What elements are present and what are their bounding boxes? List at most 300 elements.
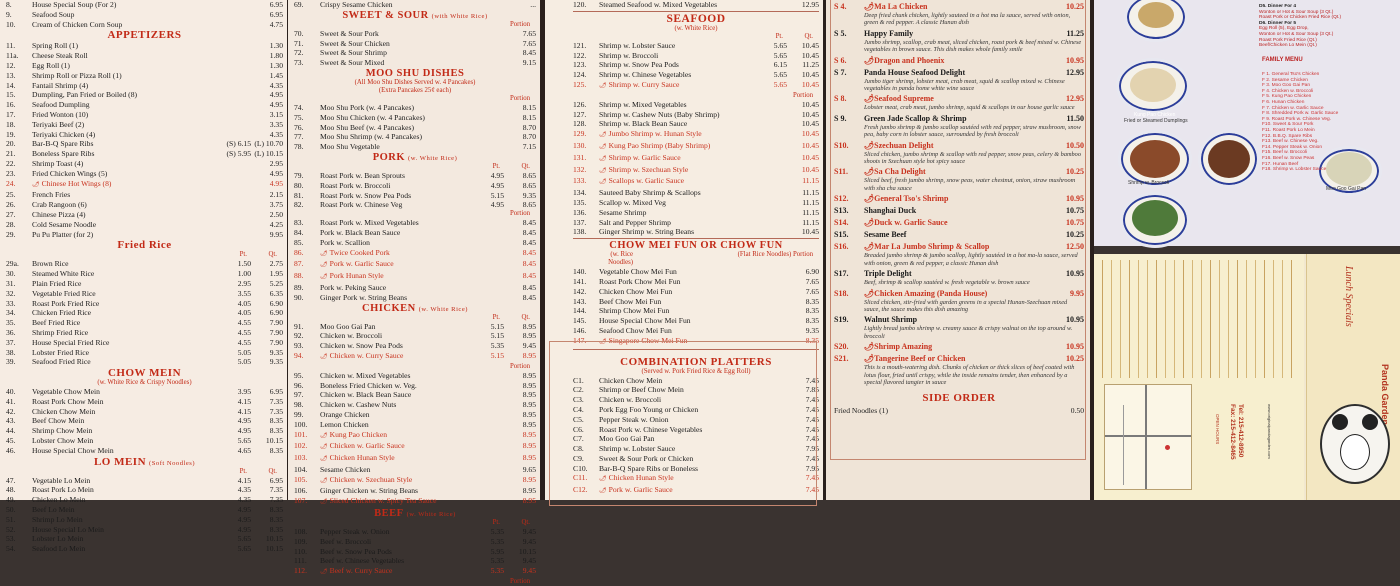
item-price-quart: 11.15 <box>802 197 819 207</box>
hot-spicy-icon: 🌶 <box>320 353 328 360</box>
lunch-list-line <box>1111 260 1112 378</box>
item-number: 12. <box>6 60 16 70</box>
item-name <box>599 176 757 188</box>
menu-item-row <box>294 475 536 487</box>
website: www.originalpandagarden.com <box>1267 404 1272 459</box>
hot-spicy-icon: 🌶 <box>599 155 607 162</box>
section-title-text: CHICKEN (w. White Rice) <box>362 302 468 314</box>
item-number: 31. <box>6 278 16 288</box>
item-name-text: Beef w. Snow Pea Pods <box>320 546 392 556</box>
item-price: 10.95 <box>1066 342 1084 352</box>
item-price: 12.95 <box>1066 67 1084 77</box>
item-price: 11.25 <box>1066 28 1084 38</box>
menu-item-row <box>573 198 819 208</box>
item-name-text: Roast Pork w. Mixed Vegetables <box>320 218 419 228</box>
item-name-text: General Tso's Shrimp <box>874 194 949 204</box>
item-price-quart: 8.35 <box>269 514 283 524</box>
item-name <box>320 496 474 508</box>
hot-spicy-icon: 🌶 <box>864 194 875 204</box>
item-name <box>320 293 474 303</box>
family-dinner-line: Beef/Chicken Lo Mein (Qt.) <box>1259 43 1317 49</box>
item-price-pint: 5.15 <box>490 350 504 360</box>
item-price-quart: 4.95 <box>269 100 283 110</box>
menu-item-row <box>294 556 536 566</box>
item-name-text: Fried Chicken Wings (5) <box>32 168 108 178</box>
item-price-quart: 1.80 <box>269 51 283 61</box>
hot-spicy-icon: 🌶 <box>599 488 607 495</box>
section-title-text: PORK (w. White Rice) <box>372 151 458 163</box>
hot-spicy-icon: 🌶 <box>599 476 607 483</box>
section-title-text: CHOW MEIN <box>107 367 182 380</box>
item-name <box>32 279 221 289</box>
item-name-text: Sliced Chicken w. Spicy Tea Sauce <box>329 496 437 506</box>
item-number: 69. <box>294 0 304 9</box>
item-name-text: Kung Pao Shrimp (Baby Shrimp) <box>608 140 711 150</box>
price-column-header <box>294 578 536 586</box>
item-number: S12. <box>834 194 849 204</box>
item-price-quart: 2.75 <box>269 259 283 269</box>
menu-item-row <box>6 426 283 436</box>
item-price-pint: 4.95 <box>237 514 251 524</box>
item-name-text: Shrimp w. Chinese Vegetables <box>599 70 692 80</box>
menu-item-row <box>294 547 536 557</box>
item-price-quart: 7.45 <box>805 453 819 463</box>
item-name-text: Sweet & Sour Shrimp <box>320 48 387 58</box>
item-price-pint: (S) 6.15 <box>226 139 251 149</box>
family-menu-item: F15. Beef w. Broccoli <box>1262 150 1308 156</box>
item-number: 107. <box>294 496 308 506</box>
item-name <box>32 130 221 140</box>
item-price-pint: 5.05 <box>237 347 251 357</box>
hot-spicy-icon: 🌶 <box>864 140 875 150</box>
family-menu-item: F13. Beef w. Chinese Veg. <box>1262 139 1319 145</box>
item-name-text: Dumpling, Pan Fried or Boiled (8) <box>32 90 138 100</box>
item-name-text: Shrimp w. Cashew Nuts (Baby Shrimp) <box>599 109 720 119</box>
item-price-pint: 4.15 <box>237 396 251 406</box>
item-price-quart: 8.95 <box>522 380 536 390</box>
item-price-pint: 6.15 <box>773 60 787 70</box>
item-name-text: Dragon and Phoenix <box>874 55 945 65</box>
menu-item-row <box>573 153 819 165</box>
menu-item-row <box>6 397 283 407</box>
menu-item-row <box>294 496 536 508</box>
hot-spicy-icon: 🌶 <box>32 181 40 188</box>
price-header-label: Portion <box>509 578 530 586</box>
item-price-quart: 8.95 <box>522 486 536 496</box>
item-name-text: Walnut Shrimp <box>864 315 918 325</box>
item-price-pint: 4.95 <box>237 505 251 515</box>
item-name-text: Chicken w. Broccoli <box>320 331 383 341</box>
item-number: 127. <box>573 109 587 119</box>
lunch-list-line <box>1174 260 1175 378</box>
item-number: 124. <box>573 70 587 80</box>
item-price-quart: 10.45 <box>801 50 819 60</box>
price-header-label: Portion <box>509 94 530 102</box>
item-price-quart: 7.65 <box>805 286 819 296</box>
item-number: 46. <box>6 445 16 455</box>
menu-panel-pork-chicken-beef <box>288 0 540 586</box>
price-header-label: Portion <box>509 210 530 218</box>
item-name-text: Cream of Chicken Corn Soup <box>32 19 123 29</box>
menu-item-row <box>294 200 536 210</box>
lunch-list-line <box>1219 260 1220 378</box>
item-number: 91. <box>294 321 304 331</box>
item-name <box>599 153 757 165</box>
menu-item-row <box>6 544 283 554</box>
item-number: 42. <box>6 406 16 416</box>
item-name-text: Panda House Seafood Delight <box>864 67 966 77</box>
item-name-text: Seafood Fried Rice <box>32 357 91 367</box>
item-price-quart: 7.45 <box>805 424 819 434</box>
item-number: 81. <box>294 190 304 200</box>
item-name-text: Duck w. Garlic Sauce <box>874 218 948 228</box>
item-name <box>32 544 221 554</box>
family-dinner-line: Wonton or Hot & Sour Soup (3 Qt.) <box>1259 31 1334 37</box>
item-name <box>320 410 474 420</box>
item-name-text: Roast Pork w. Snow Pea Pods <box>320 190 412 200</box>
lunch-list-line <box>1201 260 1202 378</box>
section-subtitle: (w. White Rice) <box>408 154 458 162</box>
item-name-text: Pepper Steak w. Onion <box>320 527 390 537</box>
item-name <box>32 446 221 456</box>
item-number: C8. <box>573 444 584 454</box>
item-name-text: Sa Cha Delight <box>874 167 926 177</box>
price-header-label: Pt. <box>492 162 500 170</box>
item-price-quart: 8.15 <box>522 112 536 122</box>
menu-item-row <box>573 208 819 218</box>
menu-item-row <box>294 453 536 465</box>
item-name-text: Roast Pork w. Chinese Veg <box>320 200 403 210</box>
family-menu-item: F 6. Hunan Chicken <box>1262 99 1305 105</box>
item-price: 12.50 <box>1066 242 1084 252</box>
hot-spicy-icon: 🌶 <box>599 143 607 150</box>
item-name-text: Scallops w. Garlic Sauce <box>608 176 685 186</box>
item-number: 23. <box>6 168 16 178</box>
item-price-pint: 3.95 <box>237 387 251 397</box>
photo-caption: Moo Goo Gai Pan <box>1326 186 1367 192</box>
item-price-quart: 10.45 <box>801 140 819 150</box>
family-menu-item: F10. Sweet & Sour Pork <box>1262 122 1314 128</box>
menu-item-row <box>6 220 283 230</box>
item-price-quart: 6.35 <box>269 288 283 298</box>
item-name-text: Spring Roll (1) <box>32 41 78 51</box>
lunch-list-line <box>1102 260 1103 378</box>
fax-number: Fax: 215-412-8465 <box>1229 404 1236 460</box>
item-number: 141. <box>573 276 587 286</box>
item-name <box>32 100 221 110</box>
lunch-list-line <box>1120 260 1121 378</box>
item-name <box>32 51 221 61</box>
item-name <box>320 341 474 351</box>
item-name-text: Shrimp Amazing <box>874 342 933 352</box>
item-number: 49. <box>6 495 16 505</box>
menu-item-row <box>573 80 819 92</box>
menu-item-row <box>6 515 283 525</box>
specials-box-border <box>830 0 1086 460</box>
item-number: 136. <box>573 207 587 217</box>
item-number: 30. <box>6 269 16 279</box>
section-title-text: CHOW MEI FUN OR CHOW FUN <box>609 240 783 252</box>
item-number: 35. <box>6 318 16 328</box>
item-price: 10.95 <box>1066 55 1084 65</box>
price-column-header <box>294 163 536 171</box>
item-price-quart: 7.35 <box>269 495 283 505</box>
item-price-quart: 8.45 <box>522 237 536 247</box>
item-name-text: Cheese Steak Roll <box>32 51 88 61</box>
item-name-text: Bar-B-Q Spare Ribs or Boneless <box>599 463 698 473</box>
item-name-text: Moo Shu Shrimp (w. 4 Pancakes) <box>320 132 423 142</box>
item-name-text: Roast Pork Chow Mein <box>32 396 104 406</box>
item-number: S21. <box>834 354 849 364</box>
item-price-quart: 6.95 <box>269 387 283 397</box>
item-price-quart: 9.95 <box>269 229 283 239</box>
item-price-pint: 1.50 <box>237 259 251 269</box>
item-number: S13. <box>834 206 849 216</box>
item-name-text: Shrimp w. Mixed Vegetables <box>599 99 687 109</box>
item-name-text: Teriyaki Chicken (4) <box>32 129 96 139</box>
item-price-quart: 8.65 <box>522 170 536 180</box>
item-name-text: Shrimp Toast (4) <box>32 158 84 168</box>
item-name-text: Beef Chow Mei Fun <box>599 296 662 306</box>
item-name-text: Twice Cooked Pork <box>329 247 390 257</box>
menu-panel-seafood-combination <box>545 0 823 500</box>
menu-item-row <box>294 293 536 303</box>
item-price-pint: 4.05 <box>237 298 251 308</box>
item-price: 10.25 <box>1066 230 1084 240</box>
section-title-text: COMBINATION PLATTERS <box>620 355 772 368</box>
map-pin-icon <box>1165 445 1170 450</box>
item-price-quart: 4.95 <box>269 168 283 178</box>
item-number: 11. <box>6 41 16 51</box>
item-name <box>320 430 474 442</box>
item-price-quart: 8.35 <box>805 316 819 326</box>
item-name <box>320 113 474 123</box>
item-price-quart: 9.35 <box>269 347 283 357</box>
item-price-quart: 6.95 <box>269 475 283 485</box>
section-title-text: LO MEIN (Soft Noodles) <box>93 455 196 468</box>
item-number: C7. <box>573 434 584 444</box>
item-name <box>32 179 221 191</box>
item-number: 100. <box>294 419 308 429</box>
item-price: 10.95 <box>1066 315 1084 325</box>
item-price-pint: 5.65 <box>237 436 251 446</box>
family-menu-item: F 8. Shredded Pork w. Garlic Sauce <box>1262 111 1339 117</box>
item-name-text: Vegetable Chow Mein <box>32 387 100 397</box>
item-price-pint: 5.15 <box>490 190 504 200</box>
item-number: 125. <box>573 79 587 89</box>
item-number: 144. <box>573 306 587 316</box>
item-name-text: Roast Pork Chow Mei Fun <box>599 276 681 286</box>
menu-item-row <box>294 248 536 260</box>
item-name <box>320 29 474 39</box>
item-price-quart: 4.35 <box>269 129 283 139</box>
item-price-quart: 8.35 <box>269 426 283 436</box>
menu-item-row <box>6 338 283 348</box>
item-price-quart: 4.35 <box>269 80 283 90</box>
section-subtitle: (Flat Rice Noodles) Portion <box>737 251 813 259</box>
item-number: 128. <box>573 119 587 129</box>
section-title <box>294 68 536 79</box>
item-name-text: Pork w. Garlic Sauce <box>608 485 673 495</box>
item-number: 17. <box>6 109 16 119</box>
item-name <box>32 495 221 505</box>
item-name-text: Pork w. Peking Sauce <box>320 282 387 292</box>
menu-item-row <box>294 48 536 58</box>
item-name <box>32 534 221 544</box>
item-number: S20. <box>834 342 849 352</box>
item-number: 90. <box>294 292 304 302</box>
menu-item-row <box>573 129 819 141</box>
item-name <box>599 100 757 110</box>
item-name <box>599 297 757 307</box>
section-title-text: Fried Rice <box>117 239 172 252</box>
item-price-quart: 8.95 <box>522 409 536 419</box>
item-number: 20. <box>6 139 16 149</box>
item-number: 54. <box>6 544 16 554</box>
item-number: 132. <box>573 164 587 174</box>
item-price-quart: 9.65 <box>522 464 536 474</box>
item-price-pint: 4.35 <box>237 485 251 495</box>
item-price-quart: 5.25 <box>269 278 283 288</box>
family-menu-item: F 3. Moo Goo Gai Pan <box>1262 83 1310 89</box>
item-number: 78. <box>294 142 304 152</box>
hot-spicy-icon: 🌶 <box>599 132 607 139</box>
item-price-quart: 9.45 <box>522 566 536 576</box>
family-menu-item: F17. Hunan Beef <box>1262 161 1299 167</box>
item-name <box>320 453 474 465</box>
item-name-text: Shrimp Fried Rice <box>32 327 89 337</box>
item-name-text: Beef Lo Mein <box>32 505 75 515</box>
item-price-quart: 11.25 <box>802 60 819 70</box>
item-price-quart: 7.45 <box>805 404 819 414</box>
item-name-text: Roast Pork w. Broccoli <box>320 180 391 190</box>
item-name-text: House Special Chow Mein <box>32 445 114 455</box>
menu-item-row <box>294 371 536 381</box>
item-name <box>320 527 474 537</box>
item-number: 95. <box>294 370 304 380</box>
item-number: 79. <box>294 170 304 180</box>
family-menu-item: F 5. Kung Pao Chicken <box>1262 94 1312 100</box>
item-price-quart: 8.45 <box>522 227 536 237</box>
menu-item-row <box>294 322 536 332</box>
section-title <box>294 508 536 519</box>
item-price-quart: 8.45 <box>522 218 536 228</box>
item-name <box>320 238 474 248</box>
menu-item-row <box>573 227 819 237</box>
menu-item-row <box>294 259 536 271</box>
item-number: 105. <box>294 474 308 484</box>
price-header-label: Qt. <box>268 467 277 475</box>
food-photo <box>1138 2 1174 28</box>
item-number: 8. <box>6 0 12 9</box>
item-number: 106. <box>294 486 308 496</box>
item-price-quart: 10.45 <box>801 227 819 237</box>
item-price-quart: 10.15 <box>518 546 536 556</box>
item-price-quart: 8.35 <box>805 306 819 316</box>
item-name-text: Seafood Lo Mein <box>32 544 86 554</box>
menu-item-row <box>573 51 819 61</box>
item-number: 109. <box>294 536 308 546</box>
item-price-pint: 4.55 <box>237 318 251 328</box>
item-name <box>599 198 757 208</box>
item-price-quart: 8.95 <box>522 441 536 451</box>
price-header-label: Qt. <box>804 32 813 40</box>
item-number: 110. <box>294 546 308 556</box>
menu-item-row <box>6 61 283 71</box>
section-subtitle: (w. White Rice) <box>674 24 718 32</box>
item-name-text: Sauteed Baby Shrimp & Scallops <box>599 188 701 198</box>
item-price-quart: 10.45 <box>801 164 819 174</box>
item-price-quart: 1.30 <box>269 41 283 51</box>
item-number: 83. <box>294 218 304 228</box>
lunch-list-line <box>1237 260 1238 378</box>
lunch-list-line <box>1273 260 1274 378</box>
item-name-text: Bar-B-Q Spare Ribs <box>32 139 94 149</box>
item-price-pint: 4.95 <box>490 180 504 190</box>
item-price: 10.50 <box>1066 140 1084 150</box>
item-name <box>599 267 757 277</box>
item-description: Sliced chicken, stir-fried with garden greens in a special Hunan-Szechuan mixed sauce, the sauce makes this dish amazing <box>864 298 1068 313</box>
item-name-text: Shrimp w. Lobster Sauce <box>599 40 676 50</box>
item-name <box>32 328 221 338</box>
menu-item-row <box>573 0 819 10</box>
menu-item-row <box>6 269 283 279</box>
item-name-text: Chicken Hunan Style <box>329 453 395 463</box>
item-price-quart: 8.35 <box>805 296 819 306</box>
item-number: C5. <box>573 414 584 424</box>
section-title <box>294 303 536 314</box>
price-header-label: Qt. <box>521 162 530 170</box>
item-description: Fresh jumbo shrimp & jumbo scallop sautéed with red pepper, straw mushroom, snow pea, baby corn in lobster sauce, surrounded by fresh broccoli <box>864 123 1081 139</box>
menu-item-row <box>294 191 536 201</box>
item-price-quart: 8.65 <box>522 180 536 190</box>
item-name <box>599 277 757 287</box>
item-name <box>320 390 474 400</box>
item-price-pint: 4.15 <box>237 475 251 485</box>
item-name <box>320 322 474 332</box>
lunch-list-line <box>1282 260 1283 378</box>
item-description: Lobster meat, crab meat, jumbo shrimp, squid & scallops in our house garlic sauce <box>864 104 1075 112</box>
item-price: 11.50 <box>1066 113 1084 123</box>
menu-item-row <box>6 190 283 200</box>
price-column-header <box>6 468 283 476</box>
item-number: 10. <box>6 19 16 29</box>
item-number: 28. <box>6 219 16 229</box>
item-name <box>320 400 474 410</box>
hot-spicy-icon: 🌶 <box>320 274 328 281</box>
price-header-label: Qt. <box>521 313 530 321</box>
family-dinner-line: Egg Roll (5), Egg Drop, <box>1259 26 1309 32</box>
item-price-pint: 5.65 <box>773 70 787 80</box>
item-number: 32. <box>6 288 16 298</box>
item-number: S16. <box>834 242 849 252</box>
item-price-quart: 8.45 <box>522 271 536 281</box>
item-name <box>32 515 221 525</box>
item-price-quart: 1.30 <box>269 60 283 70</box>
item-name <box>320 351 474 363</box>
item-name <box>32 159 221 169</box>
item-number: 98. <box>294 400 304 410</box>
item-number: 80. <box>294 180 304 190</box>
hot-spicy-icon: 🌶 <box>864 288 875 298</box>
price-column-header <box>294 210 536 218</box>
item-price-quart: 7.95 <box>805 463 819 473</box>
item-number: 84. <box>294 227 304 237</box>
item-name <box>32 505 221 515</box>
item-name-text: Shrimp w. Black Bean Sauce <box>599 119 688 129</box>
item-price-pint: 4.95 <box>490 170 504 180</box>
lunch-list-line <box>1129 260 1130 378</box>
